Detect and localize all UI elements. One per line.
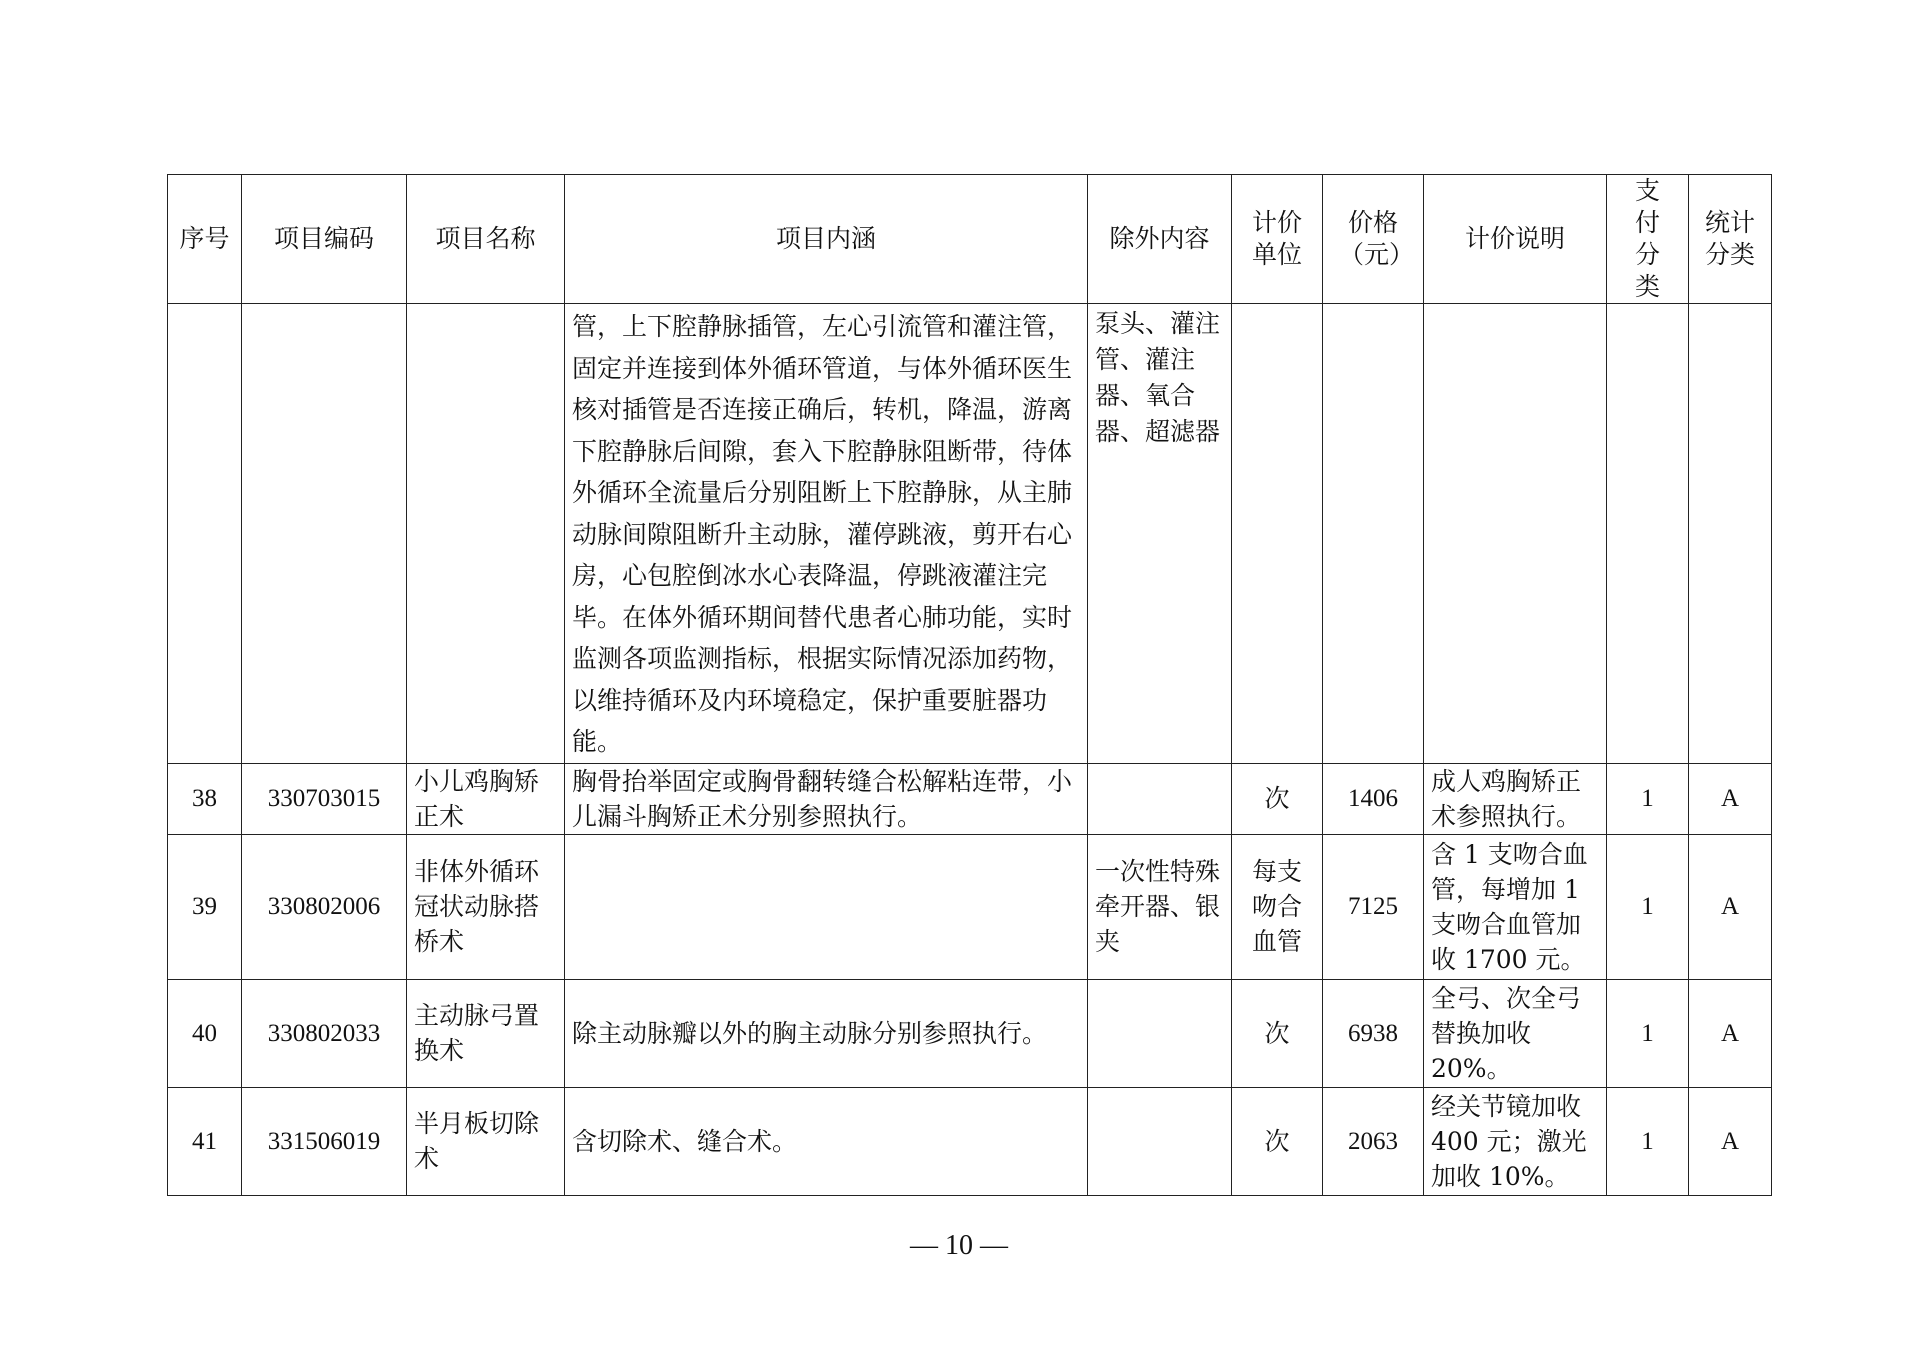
page-number: — 10 — bbox=[910, 1230, 1008, 1261]
cell-code: 330703015 bbox=[242, 763, 407, 834]
cell-unit: 每支吻合血管 bbox=[1232, 834, 1323, 979]
cell-empty bbox=[1232, 304, 1323, 764]
cell-price: 1406 bbox=[1323, 763, 1424, 834]
header-note: 计价说明 bbox=[1424, 175, 1607, 304]
cell-seq: 41 bbox=[168, 1087, 242, 1195]
cell-code: 330802033 bbox=[242, 979, 407, 1087]
cell-seq: 40 bbox=[168, 979, 242, 1087]
cell-stat: A bbox=[1689, 1087, 1772, 1195]
cell-payment: 1 bbox=[1607, 834, 1689, 979]
table-row bbox=[168, 979, 1772, 1087]
header-unit: 计价单位 bbox=[1232, 175, 1323, 304]
cell-excluded: 泵头、灌注管、灌注器、氧合器、超滤器 bbox=[1088, 304, 1232, 764]
price-table bbox=[167, 174, 1772, 1196]
header-name: 项目名称 bbox=[407, 175, 565, 304]
cell-empty bbox=[1607, 304, 1689, 764]
cell-seq: 38 bbox=[168, 763, 242, 834]
cell-name: 小儿鸡胸矫正术 bbox=[407, 763, 565, 834]
cell-price: 7125 bbox=[1323, 834, 1424, 979]
cell-seq: 39 bbox=[168, 834, 242, 979]
cell-note: 经关节镜加收 400 元；激光加收 10%。 bbox=[1424, 1087, 1607, 1195]
cell-empty bbox=[168, 304, 242, 764]
cell-payment: 1 bbox=[1607, 763, 1689, 834]
cell-empty bbox=[242, 304, 407, 764]
cell-price: 2063 bbox=[1323, 1087, 1424, 1195]
cell-content: 含切除术、缝合术。 bbox=[565, 1087, 1088, 1195]
cell-stat: A bbox=[1689, 763, 1772, 834]
cell-unit: 次 bbox=[1232, 979, 1323, 1087]
cell-stat: A bbox=[1689, 834, 1772, 979]
cell-payment: 1 bbox=[1607, 1087, 1689, 1195]
cell-content: 除主动脉瓣以外的胸主动脉分别参照执行。 bbox=[565, 979, 1088, 1087]
header-payment: 支付分类 bbox=[1607, 175, 1689, 304]
header-seq: 序号 bbox=[168, 175, 242, 304]
cell-note: 成人鸡胸矫正术参照执行。 bbox=[1424, 763, 1607, 834]
cell-content: 管，上下腔静脉插管，左心引流管和灌注管，固定并连接到体外循环管道，与体外循环医生核对插管是否连接正确后，转机，降温，游离下腔静脉后间隙，套入下腔静脉阻断带，待体外循环全流量后分别阻断上下腔静脉，从主肺动脉间隙阻断升主动脉，灌停跳液，剪开右心房，心包腔倒冰水心表降温，停跳液灌注完毕。在体外循环期间替代患者心肺功能，实时监测各项监测指标，根据实际情况添加药物，以维持循环及内环境稳定，保护重要脏器功能。 bbox=[565, 304, 1088, 764]
cell-payment: 1 bbox=[1607, 979, 1689, 1087]
cell-unit: 次 bbox=[1232, 763, 1323, 834]
header-row bbox=[168, 175, 1772, 304]
cell-code: 330802006 bbox=[242, 834, 407, 979]
cell-name: 非体外循环冠状动脉搭桥术 bbox=[407, 834, 565, 979]
table-row bbox=[168, 834, 1772, 979]
cell-excluded bbox=[1088, 1087, 1232, 1195]
cell-stat: A bbox=[1689, 979, 1772, 1087]
cell-name: 主动脉弓置换术 bbox=[407, 979, 565, 1087]
header-content: 项目内涵 bbox=[565, 175, 1088, 304]
cell-content: 胸骨抬举固定或胸骨翻转缝合松解粘连带，小儿漏斗胸矫正术分别参照执行。 bbox=[565, 763, 1088, 834]
cell-excluded: 一次性特殊牵开器、银夹 bbox=[1088, 834, 1232, 979]
header-stat: 统计分类 bbox=[1689, 175, 1772, 304]
table-row-continuation bbox=[168, 304, 1772, 764]
cell-price: 6938 bbox=[1323, 979, 1424, 1087]
cell-empty bbox=[1689, 304, 1772, 764]
cell-note: 含 1 支吻合血管，每增加 1 支吻合血管加收 1700 元。 bbox=[1424, 834, 1607, 979]
cell-empty bbox=[1424, 304, 1607, 764]
table-row bbox=[168, 763, 1772, 834]
cell-note: 全弓、次全弓替换加收 20%。 bbox=[1424, 979, 1607, 1087]
cell-content bbox=[565, 834, 1088, 979]
cell-code: 331506019 bbox=[242, 1087, 407, 1195]
header-excluded: 除外内容 bbox=[1088, 175, 1232, 304]
header-code: 项目编码 bbox=[242, 175, 407, 304]
cell-name: 半月板切除术 bbox=[407, 1087, 565, 1195]
cell-unit: 次 bbox=[1232, 1087, 1323, 1195]
cell-excluded bbox=[1088, 763, 1232, 834]
cell-empty bbox=[407, 304, 565, 764]
cell-excluded bbox=[1088, 979, 1232, 1087]
header-price: 价格（元） bbox=[1323, 175, 1424, 304]
cell-empty bbox=[1323, 304, 1424, 764]
table-row bbox=[168, 1087, 1772, 1195]
